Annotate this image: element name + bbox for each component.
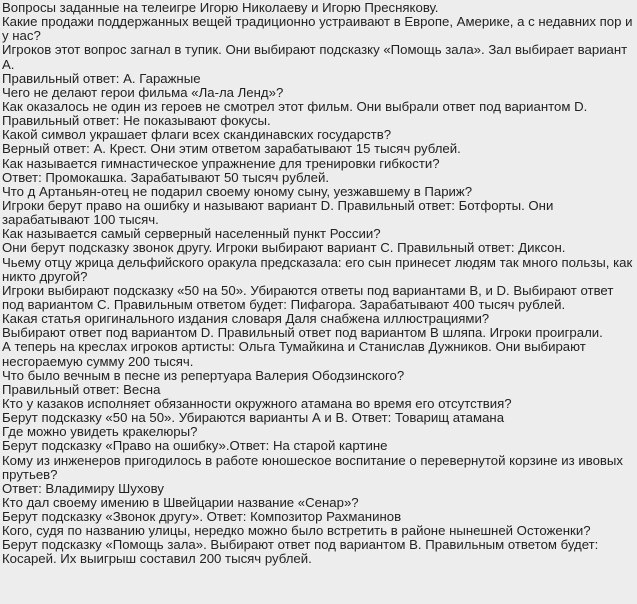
text-line: Кого, судя по названию улицы, нередко можно было встретить в районе нынешней Остоженки? bbox=[2, 524, 591, 539]
text-line: никто другой? bbox=[2, 269, 88, 284]
text-line: Чьему отцу жрица дельфийского оракула предсказала: его сын принесет людям так много пользы, как bbox=[2, 255, 633, 270]
text-line: Выбирают ответ под вариантом D. Правильный ответ под вариантом В шляпа. Игроки проиграли. bbox=[2, 326, 603, 341]
text-line: Косарей. Их выигрыш составил 200 тысяч рублей. bbox=[2, 552, 312, 567]
text-line: А. bbox=[2, 57, 15, 72]
text-line: Кто дал своему имению в Швейцарии название «Сенар»? bbox=[2, 495, 359, 510]
text-line: Берут подсказку «Помощь зала». Выбирают ответ под вариантом В. Правильным ответом будет: bbox=[2, 538, 599, 553]
text-line: Верный ответ: А. Крест. Они этим ответом зарабатывают 15 тысяч рублей. bbox=[2, 142, 461, 157]
text-line: Какая статья оригинального издания словаря Даля снабжена иллюстрациями? bbox=[2, 312, 490, 327]
text-line: под вариантом С. Правильным ответом будет: Пифагора. Зарабатывают 400 тысяч рублей. bbox=[2, 297, 566, 312]
text-line: Игроки берут право на ошибку и называют вариант D. Правильный ответ: Ботфорты. Они bbox=[2, 198, 554, 213]
text-line: Как оказалось не один из героев не смотрел этот фильм. Они выбрали ответ под вариантом D. bbox=[2, 99, 588, 114]
text-line: у нас? bbox=[2, 29, 41, 44]
text-line: Игроков этот вопрос загнал в тупик. Они выбирают подсказку «Помощь зала». Зал выбирает вариант bbox=[2, 43, 628, 58]
document-text bbox=[2, 1, 635, 567]
text-line: Правильный ответ: А. Гаражные bbox=[2, 71, 201, 86]
text-line: Что было вечным в песне из репертуара Валерия Ободзинского? bbox=[2, 368, 405, 383]
text-line: Правильный ответ: Весна bbox=[2, 382, 161, 397]
text-line: зарабатывают 100 тысяч. bbox=[2, 213, 159, 228]
text-line: Как называется гимнастическое упражнение для тренировки гибкости? bbox=[2, 156, 440, 171]
text-line: Ответ: Промокашка. Зарабатывают 50 тысяч рублей. bbox=[2, 170, 330, 185]
text-line: Берут подсказку «50 на 50». Убираются варианты А и В. Ответ: Товарищ атамана bbox=[2, 411, 505, 426]
text-line: несгораемую сумму 200 тысяч. bbox=[2, 354, 194, 369]
text-line: Ответ: Владимиру Шухову bbox=[2, 481, 164, 496]
text-line: Берут подсказку «Право на ошибку».Ответ: На старой картине bbox=[2, 439, 388, 454]
text-line: Какие продажи поддержанных вещей традиционно устраивают в Европе, Америке, а с недавних пор и bbox=[2, 15, 633, 30]
text-line: Правильный ответ: Не показывают фокусы. bbox=[2, 114, 271, 129]
text-line: Где можно увидеть кракелюры? bbox=[2, 425, 198, 440]
text-line: А теперь на креслах игроков артисты: Ольга Тумайкина и Станислав Дужников. Они выбирают bbox=[2, 340, 586, 355]
text-line: Вопросы заданные на телеигре Игорю Николаеву и Игорю Преснякову. bbox=[2, 1, 439, 15]
text-line: Берут подсказку «Звонок другу». Ответ: Композитор Рахманинов bbox=[2, 510, 402, 525]
text-line: Кто у казаков исполняет обязанности окружного атамана во время его отсутствия? bbox=[2, 396, 512, 411]
text-line: Какой символ украшает флаги всех скандинавских государств? bbox=[2, 128, 392, 143]
text-line: Игроки выбирают подсказку «50 на 50». Убираются ответы под вариантами В, и D. Выбирают ответ bbox=[2, 283, 614, 298]
text-line: Чего не делают герои фильма «Ла-ла Ленд»? bbox=[2, 85, 284, 100]
text-line: прутьев? bbox=[2, 467, 58, 482]
text-line: Они берут подсказку звонок другу. Игроки выбирают вариант С. Правильный ответ: Диксон. bbox=[2, 241, 566, 256]
text-line: Как называется самый серверный населенный пункт России? bbox=[2, 227, 381, 242]
text-line: Кому из инженеров пригодилось в работе юношеское воспитание о перевернутой корзине из ивовых bbox=[2, 453, 624, 468]
text-line: Что д Артаньян-отец не подарил своему юному сыну, уезжавшему в Париж? bbox=[2, 184, 473, 199]
